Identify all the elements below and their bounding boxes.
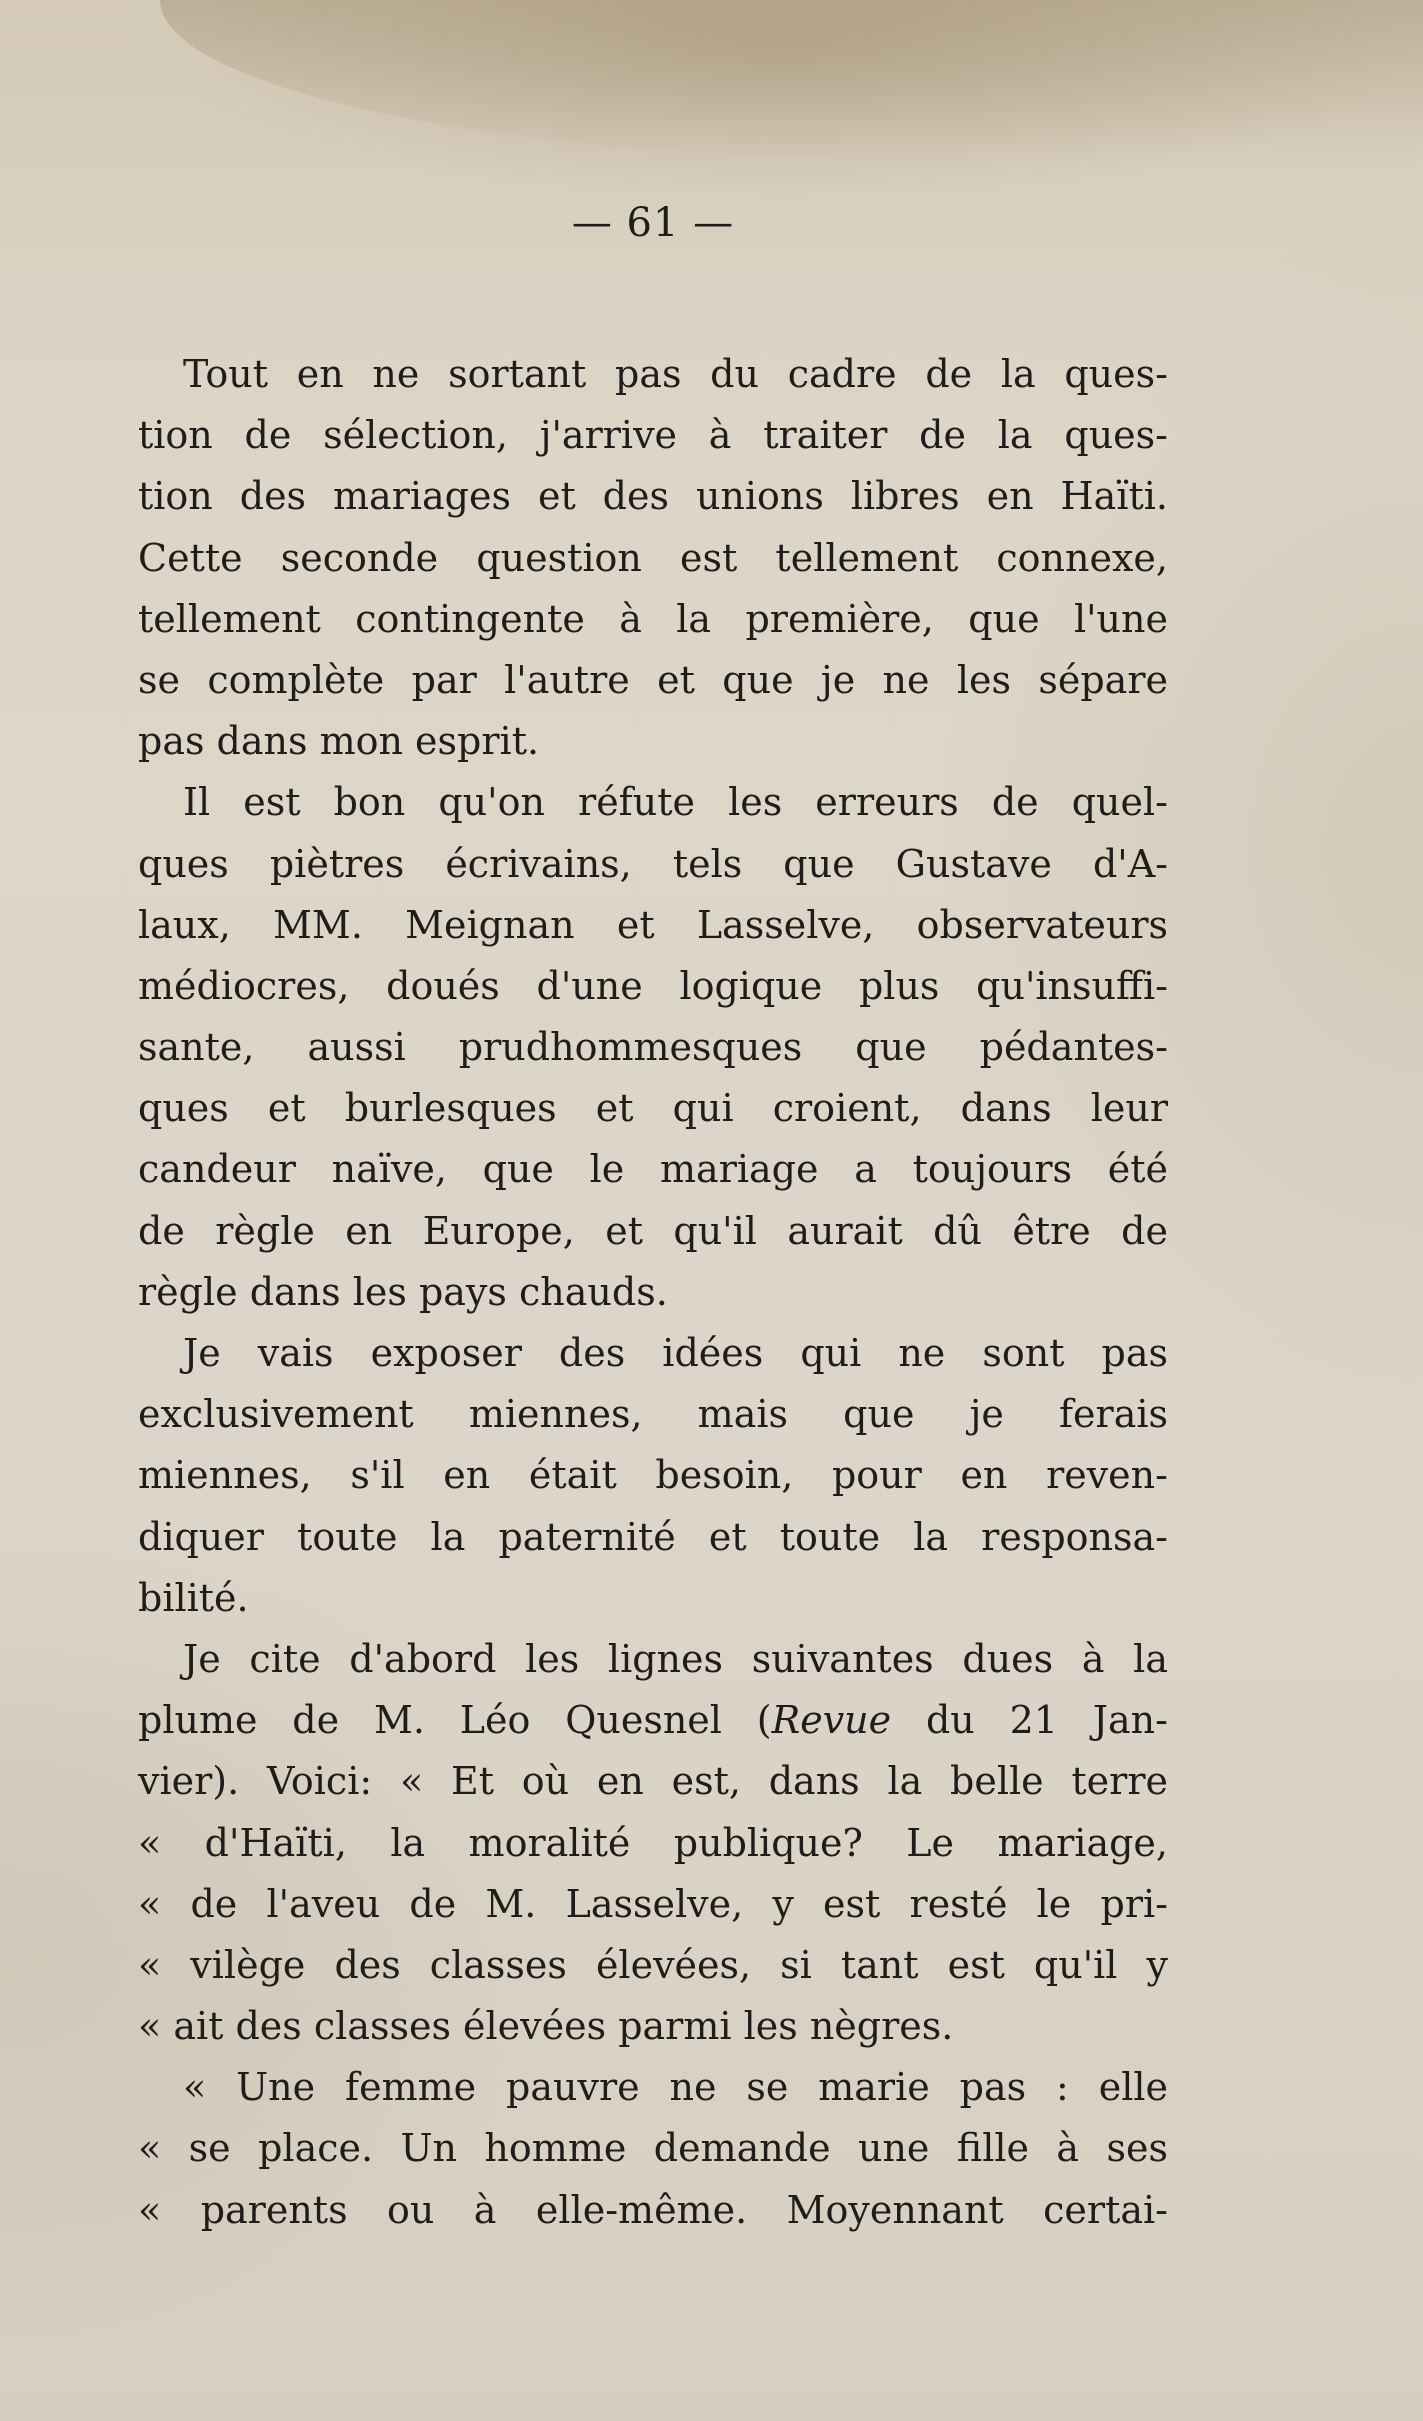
text-block (138, 188, 1168, 2241)
paper-stain (160, 0, 1423, 160)
text-line: « se place. Un homme demande une fille à ses (138, 2126, 1168, 2171)
text-line: Il est bon qu'on réfute les erreurs de quel- (183, 780, 1168, 825)
paragraph-3 (138, 1323, 1168, 1629)
text-line: de règle en Europe, et qu'il aurait dû être de (138, 1208, 1168, 1253)
text-line-with-italic (138, 1690, 1168, 1751)
text-line: diquer toute la paternité et toute la responsa- (138, 1514, 1168, 1559)
text-line: exclusivement miennes, mais que je ferais (138, 1392, 1168, 1437)
text-line: « Une femme pauvre ne se marie pas : elle (183, 2065, 1168, 2110)
text-line: Tout en ne sortant pas du cadre de la ques- (183, 352, 1168, 396)
text-fragment: du 21 Jan- (891, 1698, 1168, 1743)
journal-title-italic: Revue (771, 1698, 892, 1743)
text-line: tellement contingente à la première, que l'une (138, 596, 1168, 641)
text-line: se complète par l'autre et que je ne les sépare (138, 657, 1168, 702)
paragraph-2 (138, 772, 1168, 1323)
paragraph-5 (138, 2057, 1168, 2241)
text-line: sante, aussi prudhommesques que pédantes- (138, 1025, 1168, 1070)
text-line: ques et burlesques et qui croient, dans leur (138, 1086, 1168, 1131)
text-line: ques piètres écrivains, tels que Gustave d'A- (138, 841, 1168, 886)
text-line: médiocres, doués d'une logique plus qu'insuffi- (138, 963, 1168, 1008)
paragraph-4 (138, 1629, 1168, 2057)
text-line: miennes, s'il en était besoin, pour en reven- (138, 1453, 1168, 1498)
text-line: « vilège des classes élevées, si tant est qu'il y (138, 1942, 1168, 1987)
text-line: candeur naïve, que le mariage a toujours été (138, 1147, 1168, 1192)
paragraph-1 (138, 344, 1168, 772)
text-line: Je vais exposer des idées qui ne sont pas (183, 1331, 1168, 1375)
text-line: « ait des classes élevées parmi les nègres. (138, 2004, 954, 2049)
text-line: règle dans les pays chauds. (138, 1269, 668, 1314)
text-line: vier). Voici: « Et où en est, dans la belle terre (138, 1759, 1168, 1804)
text-fragment: plume de M. Léo Quesnel ( (138, 1698, 772, 1743)
text-line: « d'Haïti, la moralité publique? Le mariage, (138, 1820, 1168, 1865)
text-line: tion des mariages et des unions libres en Haïti. (138, 474, 1168, 519)
text-line: pas dans mon esprit. (138, 719, 540, 764)
text-line: bilité. (138, 1575, 249, 1620)
text-line: « de l'aveu de M. Lasselve, y est resté le pri- (138, 1881, 1168, 1926)
text-line: Cette seconde question est tellement connexe, (138, 535, 1168, 580)
text-line: tion de sélection, j'arrive à traiter de la ques- (138, 413, 1168, 458)
text-line: Je cite d'abord les lignes suivantes dues à la (183, 1636, 1168, 1681)
text-line: « parents ou à elle-même. Moyennant certai- (138, 2187, 1168, 2232)
page-number: — 61 — (571, 200, 735, 246)
text-line: laux, MM. Meignan et Lasselve, observateurs (138, 902, 1168, 947)
